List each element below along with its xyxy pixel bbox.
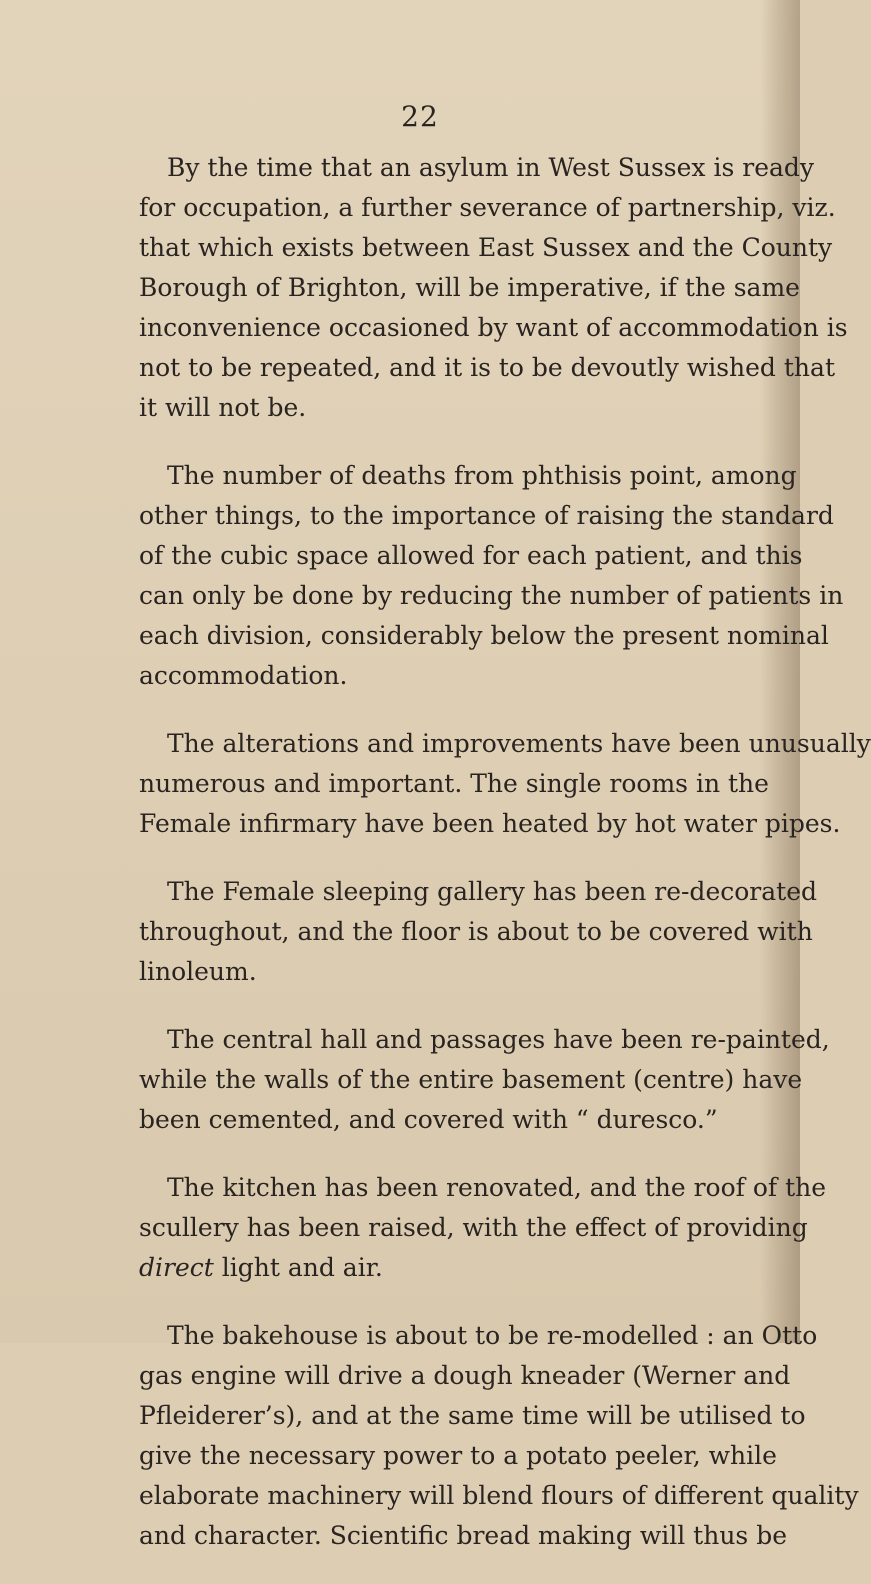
text-line: that which exists between East Sussex and the County	[139, 233, 833, 262]
paragraph-kitchen	[139, 1168, 827, 1288]
page-number: 22	[401, 100, 439, 133]
text-line: The bakehouse is about to be re-modelled : an Otto	[167, 1321, 818, 1350]
text-line: while the walls of the entire basement (centre) have	[139, 1065, 803, 1094]
text-line: linoleum.	[139, 957, 257, 986]
text-line: it will not be.	[139, 393, 307, 422]
text-line: of the cubic space allowed for each patient, and this	[139, 541, 803, 570]
text-line: inconvenience occasioned by want of accommodation is	[139, 313, 848, 342]
text-line: numerous and important. The single rooms in the	[139, 769, 769, 798]
text-line: been cemented, and covered with “ duresco.”	[139, 1105, 718, 1134]
text-line: elaborate machinery will blend flours of different quality	[139, 1481, 859, 1510]
text-line: not to be repeated, and it is to be devoutly wished that	[139, 353, 835, 382]
text-line: Borough of Brighton, will be imperative, if the same	[139, 273, 800, 302]
text-line: Pfleiderer’s), and at the same time will be utilised to	[139, 1401, 806, 1430]
text-line: Female infirmary have been heated by hot water pipes.	[139, 809, 841, 838]
text-line: The alterations and improvements have been unusually	[167, 729, 871, 758]
paragraph-central-hall	[139, 1020, 830, 1140]
paragraph-phthisis	[139, 456, 844, 696]
text-line: scullery has been raised, with the effect of providing	[139, 1213, 808, 1242]
italic-word: direct	[139, 1253, 214, 1282]
paragraph-alterations	[139, 724, 871, 844]
text-line: can only be done by reducing the number of patients in	[139, 581, 844, 610]
text-line: The kitchen has been renovated, and the roof of the	[167, 1173, 827, 1202]
text-line: gas engine will drive a dough kneader (Werner and	[139, 1361, 791, 1390]
text-line: accommodation.	[139, 661, 348, 690]
text-line: By the time that an asylum in West Sussex is ready	[167, 153, 815, 182]
text-line: for occupation, a further severance of partnership, viz.	[139, 193, 836, 222]
text-line: other things, to the importance of raising the standard	[139, 501, 834, 530]
text-line: and character. Scientific bread making will thus be	[139, 1521, 788, 1550]
paragraph-bakehouse	[139, 1316, 859, 1556]
body-text	[139, 148, 871, 1584]
text-line: The number of deaths from phthisis point, among	[167, 461, 797, 490]
text-line: throughout, and the floor is about to be covered with	[139, 917, 813, 946]
text-line: The Female sleeping gallery has been re-decorated	[167, 877, 817, 906]
paragraph-asylum	[139, 148, 848, 428]
text-line-direct-light: direct light and air.	[139, 1253, 383, 1282]
text-line: give the necessary power to a potato peeler, while	[139, 1441, 777, 1470]
text-line: each division, considerably below the present nominal	[139, 621, 829, 650]
text-line: The central hall and passages have been re-painted,	[167, 1025, 830, 1054]
paragraph-sleeping-gallery	[139, 872, 817, 992]
